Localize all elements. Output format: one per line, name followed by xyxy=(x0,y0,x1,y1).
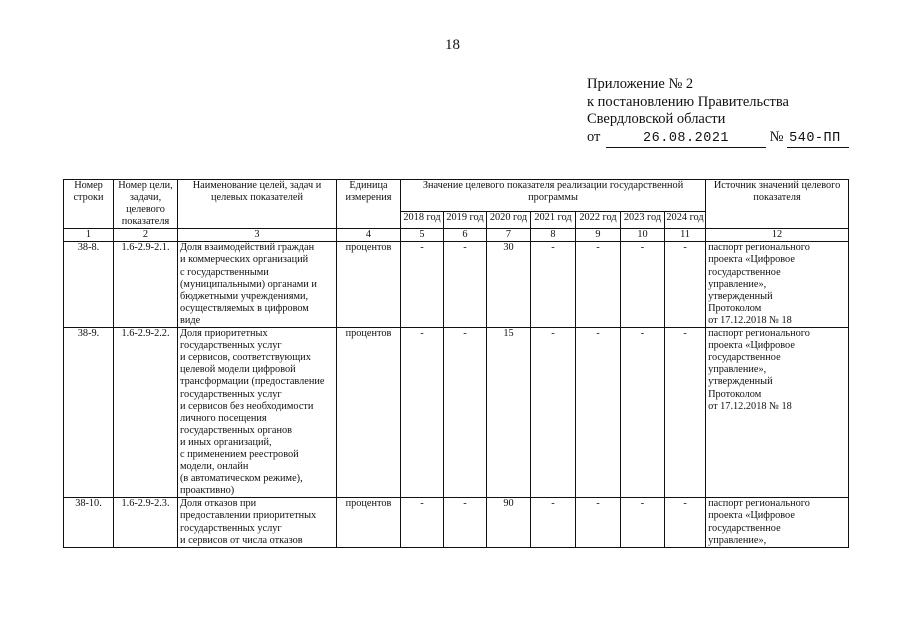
name-line: Доля взаимодействий граждан xyxy=(180,242,315,254)
page-number: 18 xyxy=(445,37,460,53)
source-line: от 17.12.2018 № 18 xyxy=(708,400,792,412)
unit-cell: процентов xyxy=(337,328,401,498)
header-row-number: Номер строки xyxy=(64,180,114,229)
name-line: и коммерческих организаций xyxy=(180,254,309,266)
name-line: (муниципальными) органами и xyxy=(180,278,317,290)
table-row xyxy=(64,242,849,328)
goal-code-cell: 1.6-2.9-2.3. xyxy=(114,498,178,547)
unit-cell: процентов xyxy=(337,242,401,328)
name-line: государственных услуг xyxy=(180,340,282,352)
appendix-date-line xyxy=(587,129,849,149)
value-cell: - xyxy=(444,498,487,547)
source-line: проекта «Цифровое xyxy=(708,254,795,266)
name-line: Доля отказов при xyxy=(180,498,257,510)
column-number: 8 xyxy=(531,229,576,242)
header-year: 2023 год xyxy=(621,212,665,229)
column-number: 6 xyxy=(444,229,487,242)
value-cell: - xyxy=(531,242,576,328)
source-line: проекта «Цифровое xyxy=(708,340,795,352)
source-line: управление», xyxy=(708,278,767,290)
header-year: 2024 год xyxy=(665,212,706,229)
value-cell: - xyxy=(665,328,706,498)
row-number-cell: 38-9. xyxy=(64,328,114,498)
value-cell: - xyxy=(531,328,576,498)
header-year: 2022 год xyxy=(576,212,621,229)
value-cell: - xyxy=(444,242,487,328)
source-line: от 17.12.2018 № 18 xyxy=(708,314,792,326)
name-line: осуществляемых в цифровом xyxy=(180,302,309,314)
unit-cell: процентов xyxy=(337,498,401,547)
column-number: 4 xyxy=(337,229,401,242)
name-line: трансформации (предоставление xyxy=(180,376,325,388)
name-line: и сервисов, соответствующих xyxy=(180,352,311,364)
name-line: с государственными xyxy=(180,266,269,278)
value-cell: 15 xyxy=(487,328,531,498)
indicator-name-cell xyxy=(178,498,337,547)
decree-date: 26.08.2021 xyxy=(606,130,766,149)
decree-number: 540-ПП xyxy=(787,130,849,149)
value-cell: - xyxy=(665,242,706,328)
row-number-cell: 38-10. xyxy=(64,498,114,547)
header-goal-number: Номер цели, задачи, целевого показателя xyxy=(114,180,178,229)
name-line: (в автоматическом режиме), xyxy=(180,473,303,485)
name-line: государственных органов xyxy=(180,424,292,436)
header-year: 2020 год xyxy=(487,212,531,229)
value-cell: 30 xyxy=(487,242,531,328)
name-line: государственных услуг xyxy=(180,388,282,400)
value-cell: - xyxy=(621,498,665,547)
source-cell xyxy=(706,328,849,498)
from-label: от xyxy=(587,128,601,145)
header-name: Наименование целей, задач и целевых показателей xyxy=(178,180,337,229)
source-line: паспорт регионального xyxy=(708,242,810,254)
indicator-name-cell xyxy=(178,328,337,498)
name-line: государственных услуг xyxy=(180,522,282,534)
appendix-header xyxy=(587,76,849,148)
column-number: 11 xyxy=(665,229,706,242)
value-cell: - xyxy=(401,498,444,547)
source-line: Протоколом xyxy=(708,388,762,400)
goal-code-cell: 1.6-2.9-2.2. xyxy=(114,328,178,498)
source-line: государственное xyxy=(708,352,781,364)
row-number-cell: 38-8. xyxy=(64,242,114,328)
value-cell: - xyxy=(444,328,487,498)
header-year: 2021 год xyxy=(531,212,576,229)
name-line: и иных организаций, xyxy=(180,436,272,448)
name-line: целевой модели цифровой xyxy=(180,364,296,376)
source-cell xyxy=(706,498,849,547)
column-number: 7 xyxy=(487,229,531,242)
name-line: проактивно) xyxy=(180,485,235,497)
value-cell: - xyxy=(621,242,665,328)
source-line: утвержденный xyxy=(708,376,773,388)
value-cell: - xyxy=(531,498,576,547)
name-line: с применением реестровой xyxy=(180,448,299,460)
value-cell: - xyxy=(665,498,706,547)
header-year: 2019 год xyxy=(444,212,487,229)
goal-code-cell: 1.6-2.9-2.1. xyxy=(114,242,178,328)
value-cell: 90 xyxy=(487,498,531,547)
column-number: 2 xyxy=(114,229,178,242)
name-line: и сервисов без необходимости xyxy=(180,400,314,412)
value-cell: - xyxy=(401,328,444,498)
table-row xyxy=(64,328,849,498)
value-cell: - xyxy=(401,242,444,328)
table-body xyxy=(64,242,849,547)
name-line: бюджетными учреждениями, xyxy=(180,290,309,302)
column-number: 3 xyxy=(178,229,337,242)
value-cell: - xyxy=(621,328,665,498)
indicators-table xyxy=(63,179,849,548)
source-line: государственное xyxy=(708,522,781,534)
header-source: Источник значений целевого показателя xyxy=(706,180,849,229)
source-line: паспорт регионального xyxy=(708,328,810,340)
source-line: государственное xyxy=(708,266,781,278)
name-line: Доля приоритетных xyxy=(180,328,268,340)
number-label: № xyxy=(769,128,784,145)
column-number: 9 xyxy=(576,229,621,242)
source-line: утвержденный xyxy=(708,290,773,302)
name-line: виде xyxy=(180,314,201,326)
name-line: и сервисов от числа отказов xyxy=(180,534,303,546)
header-row-1 xyxy=(64,180,849,212)
name-line: личного посещения xyxy=(180,412,267,424)
source-cell xyxy=(706,242,849,328)
header-value-group: Значение целевого показателя реализации государственной программы xyxy=(401,180,706,212)
appendix-title: Приложение № 2 xyxy=(587,76,694,92)
name-line: модели, онлайн xyxy=(180,461,249,473)
table-row xyxy=(64,498,849,547)
indicator-name-cell xyxy=(178,242,337,328)
column-number: 12 xyxy=(706,229,849,242)
column-number: 1 xyxy=(64,229,114,242)
value-cell: - xyxy=(576,498,621,547)
source-line: паспорт регионального xyxy=(708,498,810,510)
source-line: Протоколом xyxy=(708,302,762,314)
column-numbers-row xyxy=(64,229,849,242)
source-line: проекта «Цифровое xyxy=(708,510,795,522)
name-line: предоставлении приоритетных xyxy=(180,510,317,522)
appendix-region: Свердловской области xyxy=(587,111,726,127)
appendix-decree: к постановлению Правительства xyxy=(587,93,789,110)
value-cell: - xyxy=(576,242,621,328)
value-cell: - xyxy=(576,328,621,498)
source-line: управление», xyxy=(708,534,767,546)
column-number: 5 xyxy=(401,229,444,242)
header-year: 2018 год xyxy=(401,212,444,229)
column-number: 10 xyxy=(621,229,665,242)
source-line: управление», xyxy=(708,364,767,376)
header-unit: Единица измерения xyxy=(337,180,401,229)
